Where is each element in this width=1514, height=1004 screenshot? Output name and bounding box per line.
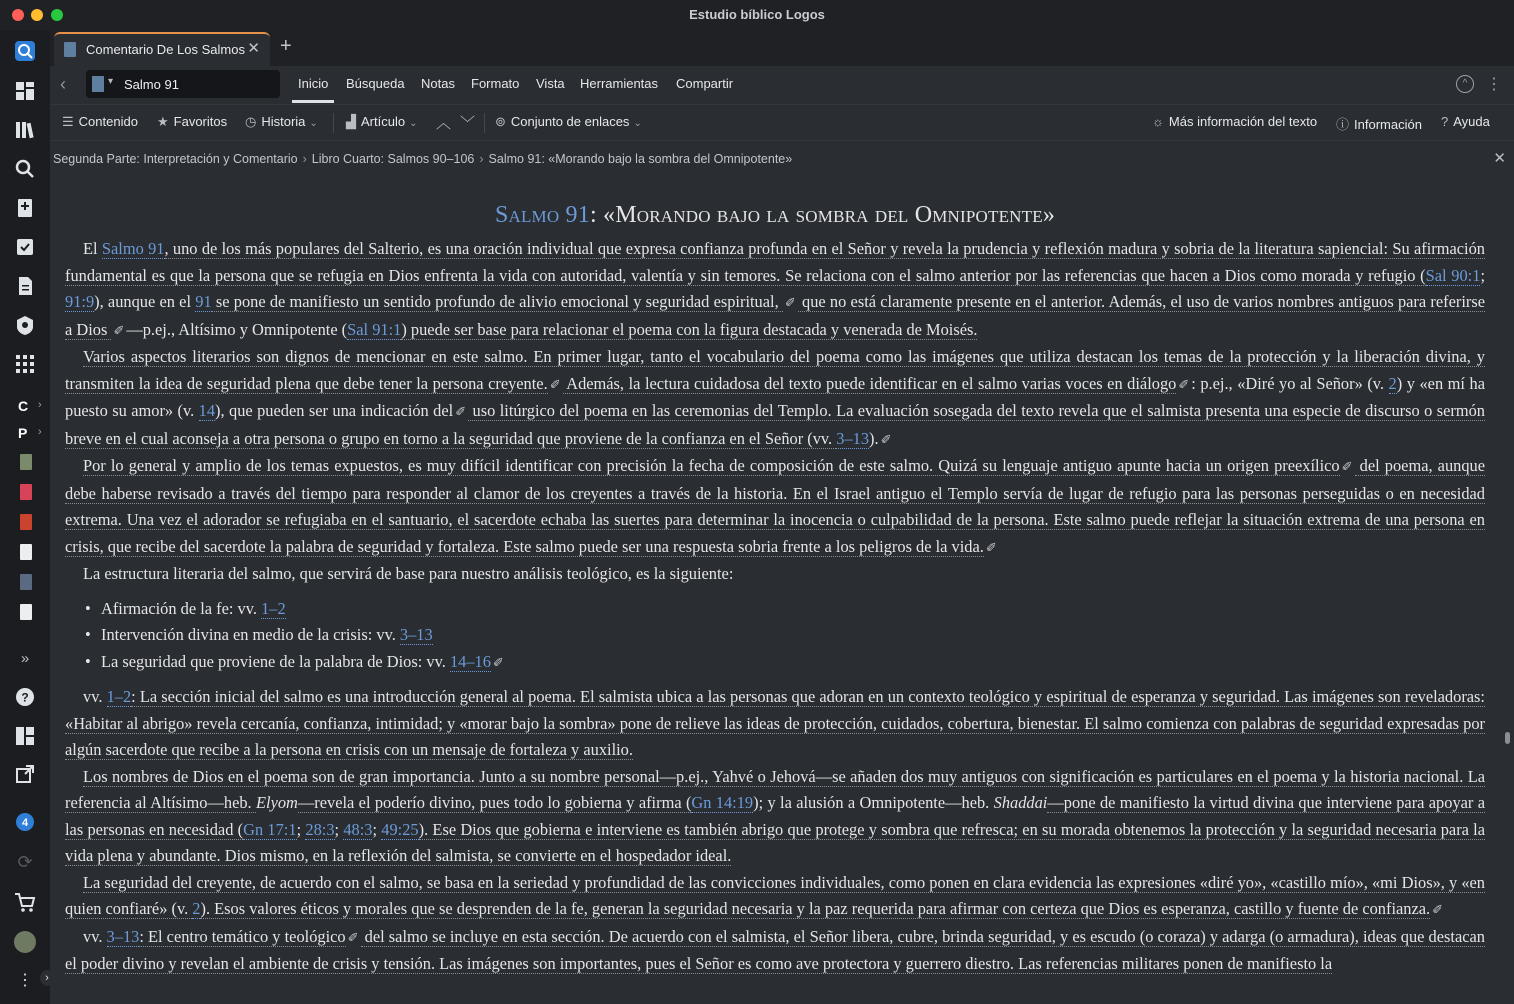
links-set-button[interactable]: ⊚ Conjunto de enlaces ⌄ xyxy=(495,114,642,129)
chevron-right-icon: › xyxy=(479,152,484,166)
book-icon[interactable] xyxy=(20,574,32,590)
bible-reference-link[interactable]: 2 xyxy=(192,899,201,918)
tools-grid-icon[interactable] xyxy=(14,353,36,375)
help-button[interactable]: ? Ayuda xyxy=(1441,114,1490,129)
lightbulb-icon: ☼ xyxy=(1152,114,1164,129)
information-button[interactable]: ⓘ Información xyxy=(1336,117,1422,132)
article-title: Salmo 91: «Morando bajo la sombra del Omnipotente» xyxy=(494,202,1056,228)
bible-reference-link[interactable]: 1–2 xyxy=(106,687,132,706)
list-item: • Intervención divina en medio de la crisis: vv. 3–13 xyxy=(85,622,1485,649)
help-icon[interactable] xyxy=(14,686,36,708)
svg-text:4: 4 xyxy=(21,817,29,829)
structure-list xyxy=(85,596,1485,677)
search-icon[interactable] xyxy=(14,158,36,180)
back-chevron-icon[interactable]: ‹ xyxy=(60,74,66,94)
menu-item-herramientas[interactable]: Herramientas xyxy=(580,76,659,91)
contents-button[interactable]: ☰ Contenido xyxy=(62,114,138,129)
tab-bar xyxy=(50,30,1514,66)
info-icon: ⓘ xyxy=(1336,117,1350,132)
footnote-icon[interactable]: ✐ xyxy=(1178,376,1190,392)
book-icon[interactable] xyxy=(20,514,32,530)
document-view[interactable] xyxy=(50,176,1502,1004)
previous-article-button[interactable]: ︿ xyxy=(436,115,452,132)
avatar[interactable] xyxy=(14,931,36,953)
list-item: • Afirmación de la fe: vv. 1–2 xyxy=(85,596,1485,623)
tab-commentary[interactable] xyxy=(54,32,270,66)
menu-item-inicio[interactable]: Inicio xyxy=(298,76,329,91)
breadcrumb-item[interactable]: Libro Cuarto: Salmos 90–106 xyxy=(311,152,475,166)
book-icon[interactable] xyxy=(20,544,32,560)
more-vertical-icon[interactable]: ⋮ xyxy=(17,972,33,989)
reference-box[interactable] xyxy=(86,70,280,98)
book-icon[interactable] xyxy=(20,484,32,500)
collapse-panel-icon[interactable]: ^ xyxy=(1456,75,1474,93)
bible-search-icon[interactable] xyxy=(14,40,36,62)
bible-reference-link[interactable]: Sal 90:1 xyxy=(1425,265,1481,285)
rail-item-c[interactable]: C xyxy=(18,398,29,414)
bible-reference-link[interactable]: Gn 14:19 xyxy=(691,793,754,812)
bible-reference-link[interactable]: 14 xyxy=(198,401,216,420)
courses-icon[interactable] xyxy=(14,314,36,336)
close-icon[interactable]: ✕ xyxy=(1493,150,1506,167)
sync-icon[interactable]: ⟳ xyxy=(17,852,33,872)
bible-reference-link[interactable]: Salmo 91 xyxy=(101,239,165,258)
menu-item-compartir[interactable]: Compartir xyxy=(676,76,734,91)
left-rail xyxy=(0,30,50,1004)
footnote-icon[interactable]: ✐ xyxy=(880,431,892,447)
library-icon[interactable] xyxy=(14,119,36,141)
scrollbar-thumb[interactable] xyxy=(1505,732,1510,744)
bible-reference-link[interactable]: 49:25 xyxy=(381,819,419,839)
document-scrollbar[interactable] xyxy=(1502,176,1514,1004)
add-tab-button[interactable]: + xyxy=(280,35,292,57)
paragraph: Varios aspectos literarios son dignos de mencionar en este salmo. En primer lugar, tanto el vocabulario del poema como las imágenes que utiliza destacan los temas de la protección y la liberación divina, y transmiten la idea de seguridad plena que debe tener la persona creyente. ✐ Además, la lectura cuidadosa del texto puede identificar en el salmo varias voces en diálogo ✐ : p.ej., «Diré yo al Señor» (v. 2) y «en mí ha puesto su amor» (v. 14), que pueden ser una indicación del ✐ uso litúrgico del poema en las ceremonias del Templo. La evaluación sosegada del texto revela que el salmista presenta una especie de discurso o sermón breve en el cual aconseja a otra persona o grupo en torno a la seguridad que proviene de la confianza en el Señor (vv. 3–13). ✐ xyxy=(65,347,1485,448)
notifications-icon[interactable] xyxy=(14,811,36,833)
bible-reference-link[interactable]: 3–13 xyxy=(106,926,140,946)
reading-plan-icon[interactable] xyxy=(14,236,36,258)
footnote-icon[interactable]: ✐ xyxy=(1341,459,1353,474)
paragraph: La estructura literaria del salmo, que servirá de base para nuestro análisis teológico, es la siguiente: xyxy=(83,564,734,583)
chevron-down-icon: ⌄ xyxy=(309,118,318,129)
layouts-icon[interactable] xyxy=(14,725,36,747)
next-article-button[interactable]: ﹀ xyxy=(460,115,476,132)
chevron-right-icon: › xyxy=(302,152,307,166)
active-menu-indicator xyxy=(292,100,334,103)
article-button[interactable]: ▟ Artículo ⌄ xyxy=(346,114,418,129)
expand-icon[interactable]: » xyxy=(20,650,30,667)
footnote-icon[interactable]: ✐ xyxy=(492,654,504,670)
external-window-icon[interactable] xyxy=(14,763,36,785)
dashboard-icon[interactable] xyxy=(14,80,36,102)
bible-reference-link[interactable]: 2 xyxy=(1388,373,1397,393)
bible-reference-link[interactable]: 3–13 xyxy=(399,625,433,644)
bible-reference-link[interactable]: 14–16 xyxy=(449,651,491,671)
menu-item-busqueda[interactable]: Búsqueda xyxy=(346,76,405,91)
menu-item-vista[interactable]: Vista xyxy=(536,76,565,91)
guides-icon[interactable] xyxy=(14,197,36,219)
title-reference-link[interactable]: Salmo 91 xyxy=(494,202,590,228)
footnote-icon[interactable]: ✐ xyxy=(455,404,467,419)
menu-item-formato[interactable]: Formato xyxy=(471,76,520,91)
list-item: • La seguridad que proviene de la palabra de Dios: vv. 14–16 ✐ xyxy=(85,649,1485,677)
documents-icon[interactable] xyxy=(14,275,36,297)
reference-input[interactable] xyxy=(124,74,274,94)
footnote-icon[interactable]: ✐ xyxy=(347,929,359,945)
chevron-down-icon: ⌄ xyxy=(409,118,418,129)
clock-icon: ◷ xyxy=(245,114,257,129)
paragraph: Por lo general y amplio de los temas expuestos, es muy difícil identificar con precisión la fecha de composición de este salmo. Quizá su lenguaje antiguo apunte hacia un origen preexílico ✐ del poema, aunque debe haberse revisado a través del tiempo para responder al clamor de los creyentes a través de la historia. En el Israel antiguo el Templo servía de lugar de refugio para las personas perseguidas o en necesidad extrema. Una vez el adorador se refugiaba en el santuario, el sacerdote echaba las suertes para determinar la inocencia o culpabilidad de la persona. Este salmo puede reflejar la situación extrema de una persona en crisis, que recibe del sacerdote la palabra de seguridad y fortaleza. Este salmo puede ser una respuesta sobria frente a los peligros de la vida. ✐ xyxy=(65,456,1486,556)
divider xyxy=(333,113,334,133)
book-icon xyxy=(64,42,76,57)
tab-label: Comentario De Los Salmos xyxy=(86,42,245,57)
resource-icon[interactable] xyxy=(92,76,104,92)
book-icon[interactable] xyxy=(20,454,32,470)
bible-reference-link[interactable]: 91 xyxy=(195,292,212,311)
svg-text:?: ? xyxy=(21,690,29,705)
bible-reference-link[interactable]: 28:3 xyxy=(305,819,335,839)
chevron-right-icon[interactable]: › xyxy=(38,399,42,411)
paragraph: vv. 3–13: El centro temático y teológico ✐ del salmo se incluye en esta sección. De acuerdo con el salmista, el Señor libera, cubre, brinda seguridad, y es escudo (o coraza) y adarga (o armadura), ideas que destacan el poder divino y revelan el ambiente de crisis y tensión. Las imágenes son importantes, pues el Señor es como ave protectora y guerrero diestro. Las referencias militares ponen de manifiesto la xyxy=(65,926,1485,973)
chevron-down-icon[interactable]: ▾ xyxy=(108,76,114,87)
list-icon: ☰ xyxy=(62,114,74,129)
chevron-right-icon[interactable]: › xyxy=(38,426,42,438)
divider xyxy=(484,113,485,133)
paragraph: vv. 1–2: La sección inicial del salmo es una introducción general al poema. El salmista ubica a las personas que adoran en un contexto teológico y espiritual de esperanza y seguridad. Las imágenes son reveladoras: «Habitar al abrigo» revela cercanía, confianza, intimidad; y «morar bajo la sombra» pone de relieve las ideas de protección, cuidados, cobertura, bienestar. El salmo comienza con palabras de seguridad expresadas por algún sacerdote que recibe a la persona en crisis con un mensaje de fortaleza y auxilio. xyxy=(65,687,1485,759)
paragraph: El Salmo 91, uno de los más populares del Salterio, es una oración individual que expresa confianza profunda en el Señor y revela la prudencia y reflexión madura y sobria de la literatura sapiencial: Su afirmación fundamental es que la persona que se refugia en Dios enfrenta la vida con autoridad, valentía y sin temores. Se relaciona con el salmo anterior por las referencias que hacen a Dios como morada y refugio (Sal 90:1; 91:9), aunque en el 91 se pone de manifiesto un sentido profundo de alivio emocional y seguridad espiritual, ✐ que no está claramente presente en el anterior. Además, el uso de varios nombres antiguos para referirse a Dios ✐ —p.ej., Altísimo y Omnipotente (Sal 91:1) puede ser base para relacionar el poema con la figura destacada y venerada de Moisés. xyxy=(65,239,1485,339)
footnote-icon[interactable]: ✐ xyxy=(1432,902,1444,917)
breadcrumb-item[interactable]: Segunda Parte: Interpretación y Comentario xyxy=(53,152,298,166)
book-icon[interactable] xyxy=(20,604,32,620)
more-vertical-icon[interactable]: ⋮ xyxy=(1486,76,1502,93)
help-icon: ? xyxy=(1441,114,1449,129)
breadcrumb-item[interactable]: Salmo 91: «Morando bajo la sombra del Omnipotente» xyxy=(488,152,793,166)
toolbar xyxy=(50,104,1514,140)
window-title: Estudio bíblico Logos xyxy=(689,7,825,22)
bible-reference-link[interactable]: 3–13 xyxy=(836,428,870,448)
cart-icon[interactable] xyxy=(14,891,36,913)
rail-item-p[interactable]: P xyxy=(18,425,28,441)
title-bar xyxy=(0,0,1514,30)
footnote-icon[interactable]: ✐ xyxy=(784,295,796,310)
bible-reference-link[interactable]: 91:9 xyxy=(65,292,95,311)
bible-reference-link[interactable]: Sal 91:1 xyxy=(347,319,402,339)
paragraph: La seguridad del creyente, de acuerdo con el salmo, se basa en la seriedad y profundidad de las convicciones individuales, como ponen en clara evidencia las expresiones «diré yo», «castillo mío», «mi Dios», y «en quien confiaré» (v. 2). Esos valores éticos y morales que se desprenden de la fe, generan la seguridad necesaria y la paz requerida para afirmar con certeza que Dios es esperanza, castillo y fuente de confianza. ✐ xyxy=(65,872,1485,918)
footnote-icon[interactable]: ✐ xyxy=(113,322,125,338)
star-icon: ★ xyxy=(157,114,169,129)
menu-item-notas[interactable]: Notas xyxy=(421,76,455,91)
bible-reference-link[interactable]: 1–2 xyxy=(261,598,286,618)
chevron-down-icon: ⌄ xyxy=(633,118,642,129)
footnote-icon[interactable]: ✐ xyxy=(985,539,997,555)
close-icon[interactable]: ✕ xyxy=(247,40,260,57)
menu-bar xyxy=(50,66,1514,104)
paragraph: Los nombres de Dios en el poema son de gran importancia. Junto a su nombre personal—p.ej., Yahvé o Jehová—se añaden dos muy antiguos con significación es particulares en el poema y la historia nacional. La referencia al Altísimo—heb. Elyom—revela el poderío divino, pues todo lo gobierna y afirma (Gn 14:19); y la alusión a Omnipotente—heb. Shaddai—pone de manifiesto la virtud divina que interviene para apoyar a las personas en necesidad (Gn 17:1; 28:3; 48:3; 49:25). Ese Dios que gobierna e interviene es también abrigo que protege y sombra que refresca; en su morada obtenemos la protección y la seguridad necesaria para la vida plena y abundante. Dios mismo, en la reflexión del salmista, se convierte en el hospedador ideal. xyxy=(65,766,1486,865)
breadcrumb xyxy=(50,140,1514,176)
bible-reference-link[interactable]: 48:3 xyxy=(343,819,373,839)
bars-icon: ▟ xyxy=(346,114,356,129)
collapse-rail-icon[interactable]: › xyxy=(40,970,54,986)
article-content xyxy=(65,198,1485,978)
history-button[interactable]: ◷ Historia ⌄ xyxy=(245,114,318,129)
more-info-button[interactable]: ☼ Más información del texto xyxy=(1152,114,1318,129)
footnote-icon[interactable]: ✐ xyxy=(549,376,561,392)
favorites-button[interactable]: ★ Favoritos xyxy=(157,114,228,129)
bible-reference-link[interactable]: Gn 17:1 xyxy=(243,819,297,839)
link-icon: ⊚ xyxy=(495,114,506,129)
